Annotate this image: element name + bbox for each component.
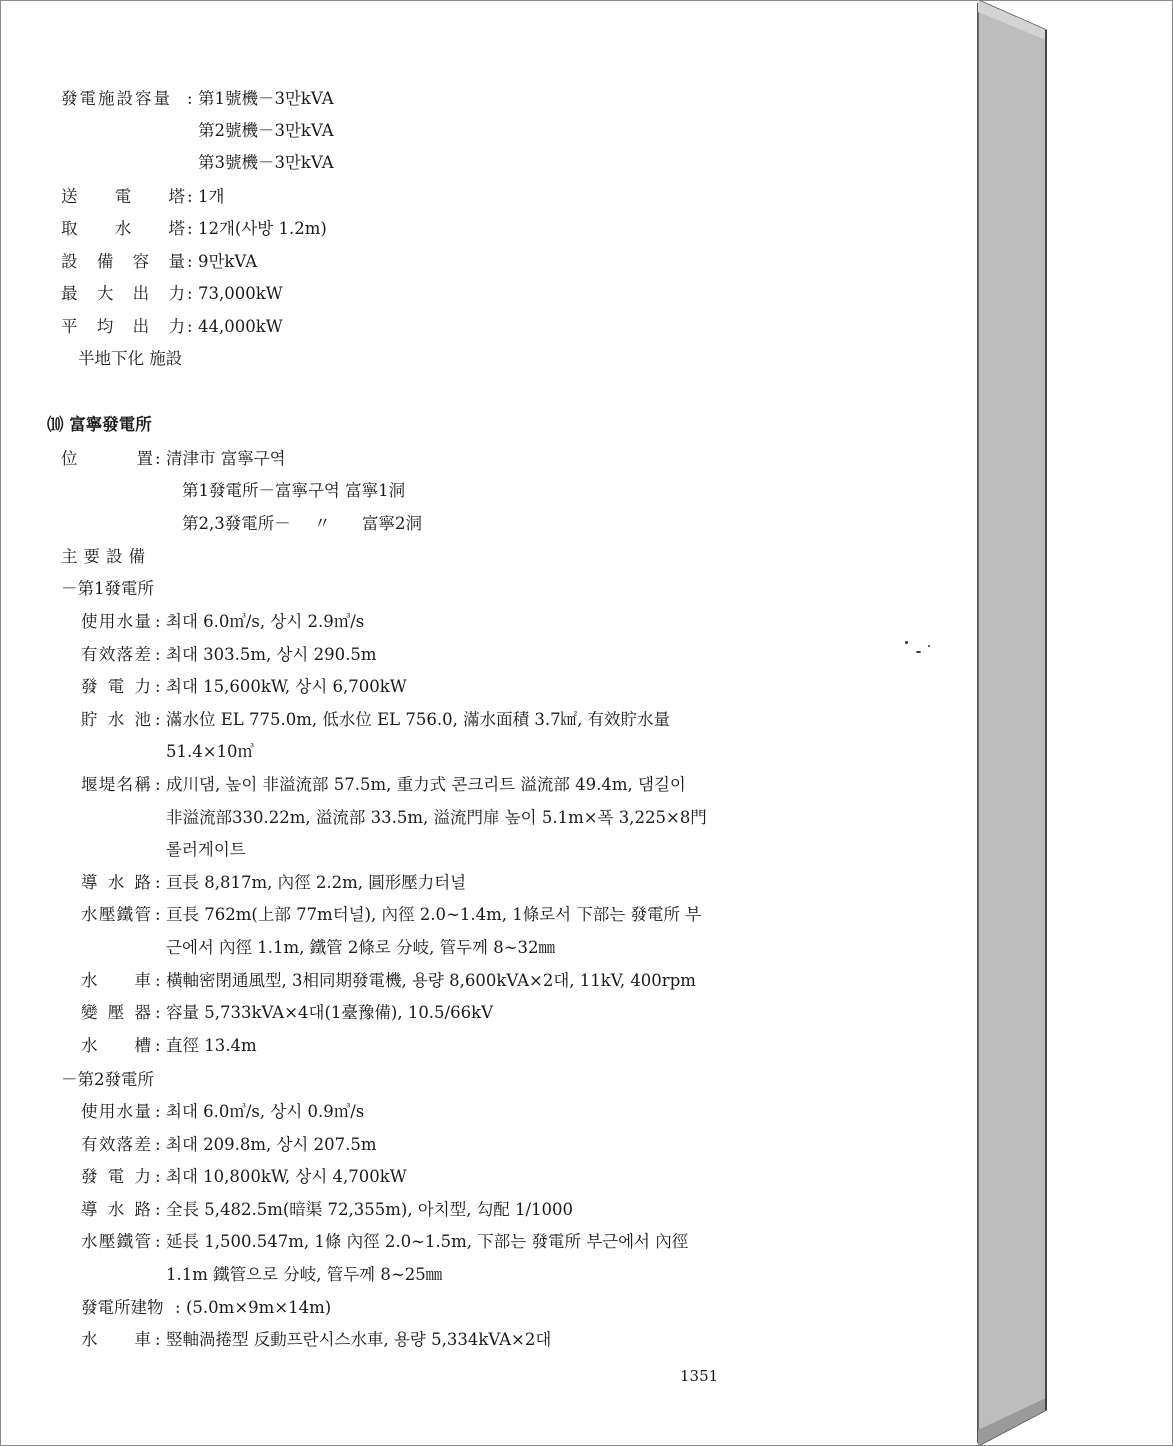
spec-label: 堰 堤 名 稱 (81, 775, 151, 794)
spec-label: 導 水 路 (81, 872, 151, 892)
colon: : (155, 1232, 161, 1252)
colon: : (187, 284, 193, 303)
spec-label: 水 車 (81, 970, 151, 990)
spec-value: 亘長 762m(上部 77m터널), 內徑 2.0∼1.4m, 1條로서 下部는 發電所 부 (166, 905, 702, 925)
location-label: 位 置 (61, 449, 153, 468)
spec-label: 水 壓 鐵 管 (81, 905, 151, 925)
colon: : (155, 612, 161, 631)
spec-value: 1개 (198, 187, 225, 206)
spec-label: 貯 水 池 (81, 709, 151, 729)
section-title: ⑽ 富寧發電所 (47, 415, 152, 434)
location-line-3: 第2,3發電所－ (182, 514, 291, 533)
spec-value: 直徑 13.4m (166, 1035, 257, 1055)
scan-speck (916, 651, 921, 653)
page-number: 1351 (680, 1367, 719, 1385)
scan-speck (905, 641, 908, 644)
spec-label: 變 壓 器 (81, 1003, 151, 1023)
spec-value: 최대 15,600kW, 상시 6,700kW (166, 677, 407, 697)
capacity-label: 發電施設容量 (61, 89, 172, 108)
colon: : (155, 1102, 161, 1121)
spec-value: 44,000kW (198, 317, 283, 336)
spec-value: 9만kVA (198, 252, 258, 271)
colon: : (155, 1330, 161, 1350)
spec-value: 滿水位 EL 775.0m, 低水位 EL 756.0, 滿水面積 3.7㎢, 有效貯水量 (166, 709, 671, 729)
spec-label: 送 電 塔 (61, 187, 185, 206)
spec-label: 導 水 路 (81, 1199, 151, 1219)
spec-value: 최대 6.0㎥/s, 상시 2.9㎥/s (166, 612, 365, 631)
plant1-title: －第1發電所 (61, 579, 154, 598)
spec-label: 有 效 落 差 (81, 1134, 151, 1154)
book-spine (978, 0, 1173, 1446)
colon: : (187, 252, 193, 271)
spec-value: 橫軸密閉通風型, 3相同期發電機, 용량 8,600kVA×2대, 11kV, 400rpm (166, 970, 696, 990)
colon: : (187, 187, 193, 206)
colon: : (155, 775, 161, 794)
colon: : (155, 872, 161, 892)
main-equipment-label: 主要設備 (61, 547, 151, 566)
location-line-3-end: 富寧2洞 (362, 514, 422, 533)
spec-value-continued: 근에서 內徑 1.1m, 鐵管 2條로 分岐, 管두께 8∼32㎜ (166, 938, 556, 957)
colon: : (187, 89, 193, 108)
spec-label: 使 用 水 量 (81, 612, 151, 631)
spec-value: 竪軸渦捲型 反動프란시스水車, 용량 5,334kVA×2대 (166, 1330, 552, 1350)
spec-label: 設 備 容 量 (61, 252, 185, 271)
colon: : (155, 1035, 161, 1055)
location-line-2: 第1發電所－富寧구역 富寧1洞 (182, 481, 406, 500)
spec-label: 有 效 落 差 (81, 644, 151, 664)
colon: : (155, 1199, 161, 1219)
document-page (3, 3, 979, 1443)
colon: : (187, 219, 193, 238)
spec-value: 73,000kW (198, 284, 283, 303)
capacity-line-1: 第1號機－3만kVA (198, 89, 334, 108)
colon: : (155, 1003, 161, 1023)
colon: : (155, 709, 161, 729)
capacity-line-2: 第2號機－3만kVA (198, 121, 334, 140)
spec-label: 平 均 出 力 (61, 317, 185, 336)
colon: : (155, 644, 161, 664)
scan-speck (928, 645, 930, 647)
spec-value-continued: 51.4×10㎥ (166, 742, 255, 762)
spec-value-continued: 롤러게이트 (166, 840, 246, 860)
spec-label: 水 車 (81, 1330, 151, 1350)
note-semi-underground: 半地下化 施設 (78, 349, 183, 368)
ditto-mark: 〃 (314, 514, 331, 533)
colon: : (155, 1134, 161, 1154)
spec-value: 延長 1,500.547m, 1條 內徑 2.0∼1.5m, 下部는 發電所 부근에서 內徑 (166, 1232, 689, 1252)
capacity-line-3: 第3號機－3만kVA (198, 153, 334, 172)
spec-value: 최대 6.0㎥/s, 상시 0.9㎥/s (166, 1102, 365, 1121)
spec-label: 使 用 水 量 (81, 1102, 151, 1121)
colon: : (155, 449, 161, 468)
spec-value: (5.0m×9m×14m) (186, 1297, 332, 1317)
spec-value: 최대 303.5m, 상시 290.5m (166, 644, 377, 664)
spec-label: 水 壓 鐵 管 (81, 1232, 151, 1252)
spec-value: 최대 209.8m, 상시 207.5m (166, 1134, 377, 1154)
spec-label: 最 大 出 力 (61, 284, 185, 303)
spec-value-continued: 非溢流部330.22m, 溢流部 33.5m, 溢流門扉 높이 5.1m×폭 3,225×8門 (166, 807, 707, 827)
spec-label: 發 電 力 (81, 1167, 151, 1187)
spec-value: 최대 10,800kW, 상시 4,700kW (166, 1167, 407, 1187)
colon: : (155, 905, 161, 925)
spec-label: 水 槽 (81, 1035, 151, 1055)
spec-label: 取 水 塔 (61, 219, 185, 238)
colon: : (155, 1167, 161, 1187)
spec-value-continued: 1.1m 鐵管으로 分岐, 管두께 8∼25㎜ (166, 1265, 443, 1284)
spec-label: 發 電 力 (81, 677, 151, 697)
plant2-title: －第2發電所 (61, 1070, 154, 1089)
colon: : (175, 1297, 181, 1317)
colon: : (155, 970, 161, 990)
spec-value: 亘長 8,817m, 內徑 2.2m, 圓形壓力터널 (166, 872, 467, 892)
spec-value: 容量 5,733kVA×4대(1臺豫備), 10.5/66kV (166, 1003, 494, 1023)
colon: : (155, 677, 161, 697)
spec-label: 發電所建物 (81, 1297, 164, 1317)
spec-value: 全長 5,482.5m(暗渠 72,355m), 아치型, 勾配 1/1000 (166, 1199, 574, 1219)
spec-value: 成川댐, 높이 非溢流部 57.5m, 重力式 콘크리트 溢流部 49.4m, 댐길이 (166, 775, 686, 794)
colon: : (187, 317, 193, 336)
spec-value: 12개(사방 1.2m) (198, 219, 327, 238)
location-line-1: 清津市 富寧구역 (166, 449, 286, 468)
